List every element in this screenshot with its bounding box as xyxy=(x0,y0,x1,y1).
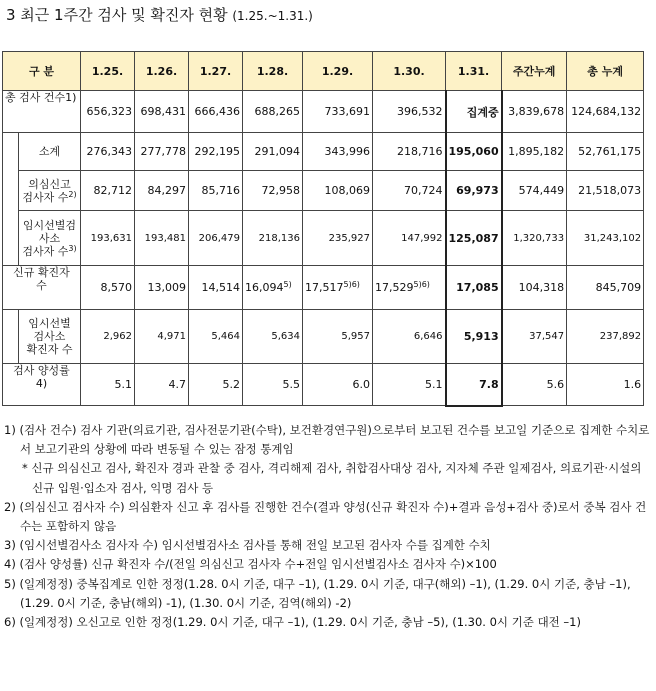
table-cell: 70,724 xyxy=(373,171,446,211)
table-cell: 237,892 xyxy=(567,310,644,364)
header-col: 1.29. xyxy=(303,52,373,91)
row-label: 검사 양성률 4) xyxy=(3,364,81,406)
row-label: 총 검사 건수1) xyxy=(3,91,81,133)
table-cell: 5.6 xyxy=(502,364,567,406)
table-cell: 37,547 xyxy=(502,310,567,364)
table-cell: 4.7 xyxy=(135,364,189,406)
table-cell: 688,265 xyxy=(243,91,303,133)
header-col: 1.28. xyxy=(243,52,303,91)
header-category: 구 분 xyxy=(3,52,81,91)
footnotes xyxy=(4,421,654,632)
footnote: 2) (의심신고 검사자 수) 의심환자 신고 후 검사를 진행한 건수(결과 양성(신규 확진자 수)+결과 음성+검사 중)로서 중복 검사 건수는 포함하지 않음 xyxy=(4,499,647,534)
table-cell: 82,712 xyxy=(81,171,135,211)
table-cell: 277,778 xyxy=(135,133,189,171)
table-cell: 5,464 xyxy=(189,310,243,364)
row-label: 임시선별 검사소 확진자 수 xyxy=(19,310,81,364)
table-cell: 8,570 xyxy=(81,266,135,310)
footnote: 6) (일계정정) 오신고로 인한 정정(1.29. 0시 기준, 대구 –1), (1.29. 0시 기준, 충남 –5), (1.30. 0시 기준 대전 –1) xyxy=(4,615,581,630)
table-cell: 84,297 xyxy=(135,171,189,211)
table-cell: 14,514 xyxy=(189,266,243,310)
header-col: 1.31. xyxy=(446,52,502,91)
table-cell: 291,094 xyxy=(243,133,303,171)
table-cell: 656,323 xyxy=(81,91,135,133)
table-row-temp xyxy=(3,211,644,266)
table-cell: 13,009 xyxy=(135,266,189,310)
header-col: 1.25. xyxy=(81,52,135,91)
table-cell: 108,069 xyxy=(303,171,373,211)
header-col: 1.30. xyxy=(373,52,446,91)
table-cell: 698,431 xyxy=(135,91,189,133)
table-row-tempcases xyxy=(3,310,644,364)
table-row-subtotal xyxy=(3,133,644,171)
footnote: 4) (검사 양성률) 신규 확진자 수/(전일 의심신고 검사자 수+전일 임시선별검사소 검사자 수)×100 xyxy=(4,557,497,572)
table-cell: 31,243,102 xyxy=(567,211,644,266)
table-row-positivity xyxy=(3,364,644,406)
table-cell: 218,716 xyxy=(373,133,446,171)
table-cell: 5,913 xyxy=(446,310,502,364)
table-cell: 6,646 xyxy=(373,310,446,364)
header-row xyxy=(3,52,644,91)
table-cell: 124,684,132 xyxy=(567,91,644,133)
table-cell: 4,971 xyxy=(135,310,189,364)
row-label: 임시선별검 사소 검사자 수$^{3)}$ xyxy=(19,211,81,266)
table-cell: 125,087 xyxy=(446,211,502,266)
table-cell: 72,958 xyxy=(243,171,303,211)
table-cell: 2,962 xyxy=(81,310,135,364)
footnote: 3) (임시선별검사소 검사자 수) 임시선별검사소 검사를 통해 전일 보고된 검사자 수를 집계한 수치 xyxy=(4,538,491,553)
table-cell: 292,195 xyxy=(189,133,243,171)
table-cell: 1.6 xyxy=(567,364,644,406)
footnote: 1) (검사 건수) 검사 기관(의료기관, 검사전문기관(수탁), 보건환경연구원)으로부터 보고된 건수를 보고일 기준으로 집계한 수치로서 보고기관의 상황에 따라 변동될 수 있는 잠정 통계임 xyxy=(4,423,650,457)
header-col: 1.26. xyxy=(135,52,189,91)
table-cell: 5.5 xyxy=(243,364,303,406)
row-label: 의심신고 검사자 수$^{2)}$ xyxy=(19,171,81,211)
table-cell: 6.0 xyxy=(303,364,373,406)
table-cell: 195,060 xyxy=(446,133,502,171)
table-cell: 845,709 xyxy=(567,266,644,310)
table-cell: 193,631 xyxy=(81,211,135,266)
table-cell: 17,085 xyxy=(446,266,502,310)
footnote: * 신규 의심신고 검사, 확진자 경과 관찰 중 검사, 격리해제 검사, 취합검사대상 검사, 지자체 주관 일제검사, 의료기관·시설의 신규 입원·입소자 검사, 익명 검사 등 xyxy=(22,461,642,495)
title-text: 3 최근 1주간 검사 및 확진자 현황 xyxy=(6,6,228,24)
table-cell: 5.1 xyxy=(81,364,135,406)
header-col: 주간누계 xyxy=(502,52,567,91)
header-col: 총 누계 xyxy=(567,52,644,91)
table-cell: 집계중 xyxy=(446,91,502,133)
table-cell: 1,895,182 xyxy=(502,133,567,171)
table-cell: 5.2 xyxy=(189,364,243,406)
table-row-total xyxy=(3,91,644,133)
table-cell: 5.1 xyxy=(373,364,446,406)
stats-table xyxy=(2,51,644,407)
table-cell: 3,839,678 xyxy=(502,91,567,133)
footnote: 5) (일계정정) 중복집계로 인한 정정(1.28. 0시 기준, 대구 –1), (1.29. 0시 기준, 대구(해외) –1), (1.29. 0시 기준, 충남 –1), (1.29. 0시 기준, 충남(해외) -1), (1.30. 0시 기준, 검역(해외) -2) xyxy=(4,576,631,610)
table-cell: 666,436 xyxy=(189,91,243,133)
title-period: (1.25.~1.31.) xyxy=(232,9,313,23)
row-label: 신규 확진자 수 xyxy=(3,266,81,310)
table-cell: 1,320,733 xyxy=(502,211,567,266)
table-cell: 104,318 xyxy=(502,266,567,310)
table-row-newcases xyxy=(3,266,644,310)
table-cell: $17,517^{5)6)}$ xyxy=(303,266,373,310)
table-cell: 7.8 xyxy=(446,364,502,406)
table-cell: 16,094$^{5)}$ xyxy=(243,266,303,310)
header-col: 1.27. xyxy=(189,52,243,91)
table-cell: 85,716 xyxy=(189,171,243,211)
table-cell: 276,343 xyxy=(81,133,135,171)
table-cell: 5,957 xyxy=(303,310,373,364)
table-cell: 574,449 xyxy=(502,171,567,211)
table-cell: 69,973 xyxy=(446,171,502,211)
table-row-suspect xyxy=(3,171,644,211)
table-cell: 343,996 xyxy=(303,133,373,171)
row-label: 소계 xyxy=(19,133,81,171)
table-cell: 218,136 xyxy=(243,211,303,266)
table-cell: 206,479 xyxy=(189,211,243,266)
table-cell: 5,634 xyxy=(243,310,303,364)
table-cell: 396,532 xyxy=(373,91,446,133)
table-cell: 235,927 xyxy=(303,211,373,266)
indent-cell xyxy=(3,133,19,266)
table-cell: 52,761,175 xyxy=(567,133,644,171)
indent-cell xyxy=(3,310,19,364)
section-title xyxy=(6,4,313,25)
table-cell: 733,691 xyxy=(303,91,373,133)
table-cell: $17,529^{5)6)}$ xyxy=(373,266,446,310)
table-cell: 193,481 xyxy=(135,211,189,266)
table-cell: 147,992 xyxy=(373,211,446,266)
table-cell: 21,518,073 xyxy=(567,171,644,211)
